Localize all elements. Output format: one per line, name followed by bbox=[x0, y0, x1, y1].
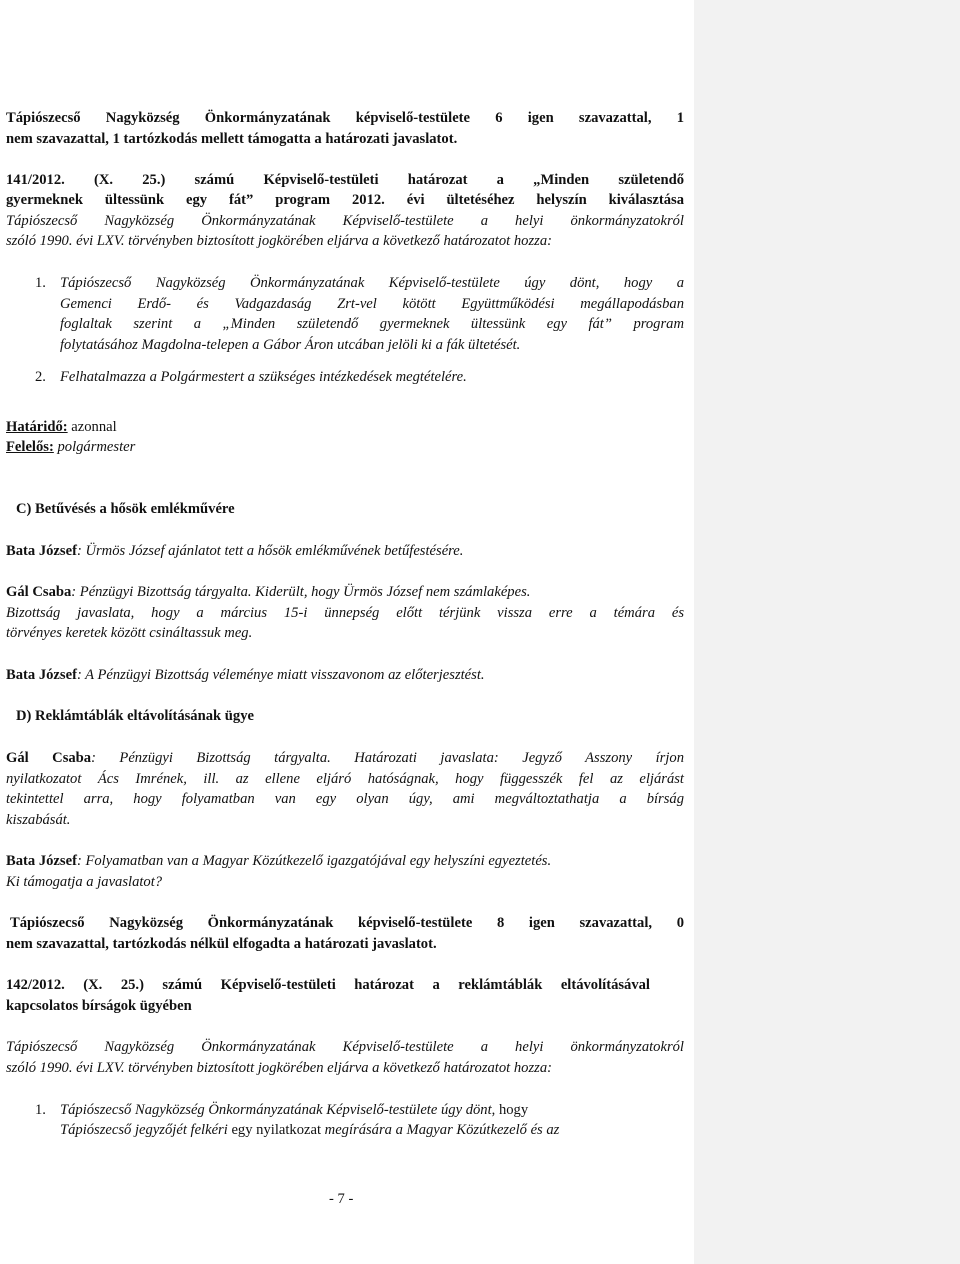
intro-text: szóló 1990. évi LXV. törvényben biztosított jogkörében eljárva a következő határozatot hozza: bbox=[6, 1060, 552, 1076]
list-number: 1. bbox=[35, 275, 46, 291]
list-item-text bbox=[60, 1100, 684, 1121]
speaker-text: tekintettel arra, hogy folyamatban van egy olyan úgy, ami megváltoztathatja a bírság bbox=[6, 791, 684, 807]
intro-text: Tápiószecső Nagyközség Önkormányzatának Képviselő-testülete a helyi önkormányzatokról bbox=[6, 213, 684, 229]
list-item-text-regular: , hogy bbox=[491, 1102, 529, 1118]
speaker-name: Bata József bbox=[6, 853, 77, 869]
responsible-line bbox=[6, 437, 135, 458]
list-item-text: Gemenci Erdő- és Vadgazdaság Zrt-vel kötött Együttműködési megállapodásban bbox=[60, 296, 684, 312]
responsible-label: Felelős: bbox=[6, 439, 54, 455]
resolution-title: kapcsolatos bírságok ügyében bbox=[6, 998, 192, 1014]
intro-text: Tápiószecső Nagyközség Önkormányzatának Képviselő-testülete a helyi önkormányzatokról bbox=[6, 1039, 684, 1055]
list-item-text-italic: megírására a Magyar Közútkezelő és az bbox=[324, 1122, 560, 1138]
speaker-name: Bata József bbox=[6, 667, 77, 683]
speaker-name: Bata József bbox=[6, 543, 77, 559]
resolution-title: 141/2012. (X. 25.) számú Képviselő-testületi határozat a „Minden születendő bbox=[6, 172, 684, 188]
responsible-value: polgármester bbox=[53, 439, 136, 455]
speaker-paragraph bbox=[6, 665, 485, 686]
speaker-name: Gál Csaba bbox=[6, 584, 72, 600]
deadline-label: Határidő: bbox=[6, 419, 68, 435]
speaker-text: : Ürmös József ajánlatot tett a hősök emlékművének betűfestésére. bbox=[76, 543, 464, 559]
speaker-paragraph bbox=[6, 748, 684, 769]
speaker-text: : Folyamatban van a Magyar Közútkezelő igazgatójával egy helyszíni egyeztetés. bbox=[76, 853, 552, 869]
speaker-text: Bizottság javaslata, hogy a március 15-i ünnepség előtt térjünk vissza erre a témára és bbox=[6, 605, 684, 621]
intro-text: szóló 1990. évi LXV. törvényben biztosított jogkörében eljárva a következő határozatot hozza: bbox=[6, 233, 552, 249]
section-heading: D) Reklámtáblák eltávolításának ügye bbox=[16, 708, 254, 724]
list-item-text: Felhatalmazza a Polgármestert a szükséges intézkedések megtételére. bbox=[60, 369, 467, 385]
list-item-text-regular: egy nyilatkozat bbox=[227, 1122, 325, 1138]
speaker-text: : A Pénzügyi Bizottság véleménye miatt visszavonom az előterjesztést. bbox=[76, 667, 485, 683]
speaker-text: Ki támogatja a javaslatot? bbox=[6, 874, 163, 890]
speaker-name: Gál Csaba bbox=[6, 750, 92, 766]
list-item-text: foglaltak szerint a „Minden születendő gyermeknek ültessünk egy fát” program bbox=[60, 316, 684, 332]
list-item-text: folytatásához Magdolna-telepen a Gábor Áron utcában jelöli ki a fák ültetését. bbox=[60, 337, 521, 353]
vote-result-line: nem szavazattal, 1 tartózkodás mellett támogatta a határozati javaslatot. bbox=[6, 131, 458, 147]
resolution-title: 142/2012. (X. 25.) számú Képviselő-testületi határozat a reklámtáblák eltávolításával bbox=[6, 977, 650, 993]
speaker-paragraph bbox=[6, 541, 463, 562]
vote-result-line: Tápiószecső Nagyközség Önkormányzatának képviselő-testülete 8 igen szavazattal, 0 bbox=[10, 915, 684, 931]
comment-sidebar bbox=[694, 0, 960, 1264]
resolution-title: gyermeknek ültessünk egy fát” program 2012. évi ültetéséhez helyszín kiválasztása bbox=[6, 192, 684, 208]
section-heading: C) Betűvésés a hősök emlékművére bbox=[16, 501, 235, 517]
speaker-text: kiszabását. bbox=[6, 812, 71, 828]
list-item-text bbox=[60, 1120, 684, 1141]
list-number: 1. bbox=[35, 1102, 46, 1118]
deadline-value: azonnal bbox=[67, 419, 117, 435]
speaker-paragraph bbox=[6, 851, 551, 872]
vote-result-line: Tápiószecső Nagyközség Önkormányzatának képviselő-testülete 6 igen szavazattal, 1 bbox=[6, 110, 684, 126]
vote-result-line: nem szavazattal, tartózkodás nélkül elfogadta a határozati javaslatot. bbox=[6, 936, 437, 952]
list-number: 2. bbox=[35, 369, 46, 385]
deadline-line bbox=[6, 417, 117, 438]
page-number: - 7 - bbox=[329, 1191, 354, 1207]
speaker-text: törvényes keretek között csináltassuk meg. bbox=[6, 625, 253, 641]
list-item-text-italic: Tápiószecső jegyzőjét felkéri bbox=[60, 1122, 228, 1138]
speaker-paragraph bbox=[6, 582, 530, 603]
list-item-text: Tápiószecső Nagyközség Önkormányzatának Képviselő-testülete úgy dönt, hogy a bbox=[60, 275, 684, 291]
speaker-text: nyilatkozatot Ács Imrének, ill. az ellene eljáró hatóságnak, hogy függesszék fel az eljárást bbox=[6, 771, 684, 787]
list-item-text-italic: Tápiószecső Nagyközség Önkormányzatának Képviselő-testülete úgy dönt bbox=[60, 1102, 492, 1118]
speaker-text: : Pénzügyi Bizottság tárgyalta. Határozati javaslata: Jegyző Asszony írjon bbox=[91, 750, 684, 766]
speaker-text: : Pénzügyi Bizottság tárgyalta. Kiderült, hogy Ürmös József nem számlaképes. bbox=[71, 584, 531, 600]
